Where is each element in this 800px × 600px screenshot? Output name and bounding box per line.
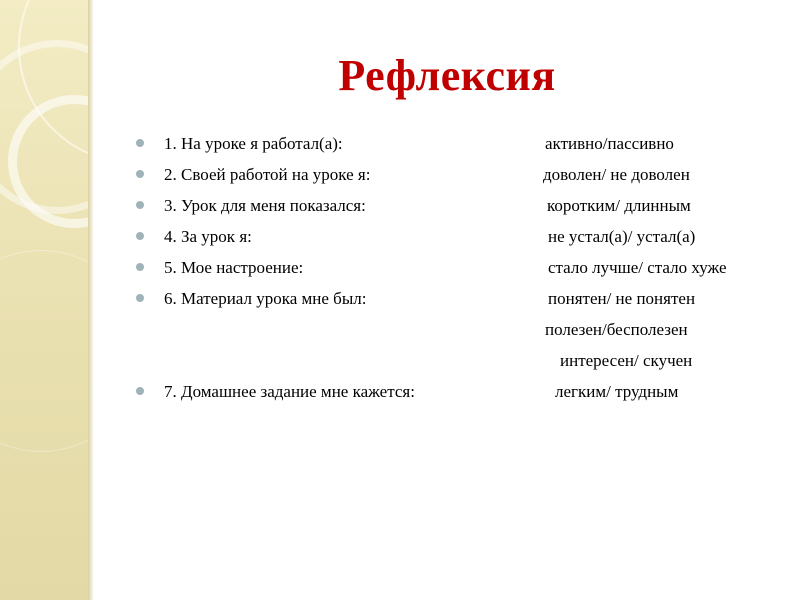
- question-text: 3. Урок для меня показался:: [164, 196, 366, 215]
- answer-text: стало лучше/ стало хуже: [548, 258, 727, 277]
- list-item: [0, 286, 800, 312]
- bullet-icon: [136, 294, 144, 302]
- answer-text: не устал(а)/ устал(а): [548, 227, 696, 246]
- answer-text: легким/ трудным: [555, 382, 679, 401]
- answer-text: полезен/бесполезен: [545, 320, 688, 339]
- bullet-icon: [136, 263, 144, 271]
- question-text: 2. Своей работой на уроке я:: [164, 165, 371, 184]
- list-item: [0, 255, 800, 281]
- list-item: [0, 317, 800, 343]
- question-text: 1. На уроке я работал(а):: [164, 134, 343, 153]
- answer-text: доволен/ не доволен: [543, 165, 690, 184]
- bullet-icon: [136, 232, 144, 240]
- slide-title: Рефлексия: [338, 51, 556, 100]
- question-text: 5. Мое настроение:: [164, 258, 304, 277]
- answer-text: активно/пассивно: [545, 134, 674, 153]
- list-item: [0, 131, 800, 157]
- bullet-icon: [136, 170, 144, 178]
- answer-text: коротким/ длинным: [547, 196, 691, 215]
- list-item: [0, 162, 800, 188]
- list-item: [0, 193, 800, 219]
- list-item: [0, 224, 800, 250]
- list-item: [0, 348, 800, 374]
- question-text: 6. Материал урока мне был:: [164, 289, 367, 308]
- list-item: [0, 379, 800, 405]
- question-text: 4. За урок я:: [164, 227, 252, 246]
- bullet-icon: [136, 201, 144, 209]
- answer-text: интересен/ скучен: [560, 351, 693, 370]
- bullet-icon: [136, 387, 144, 395]
- bullet-icon: [136, 139, 144, 147]
- answer-text: понятен/ не понятен: [548, 289, 696, 308]
- question-text: 7. Домашнее задание мне кажется:: [164, 382, 415, 401]
